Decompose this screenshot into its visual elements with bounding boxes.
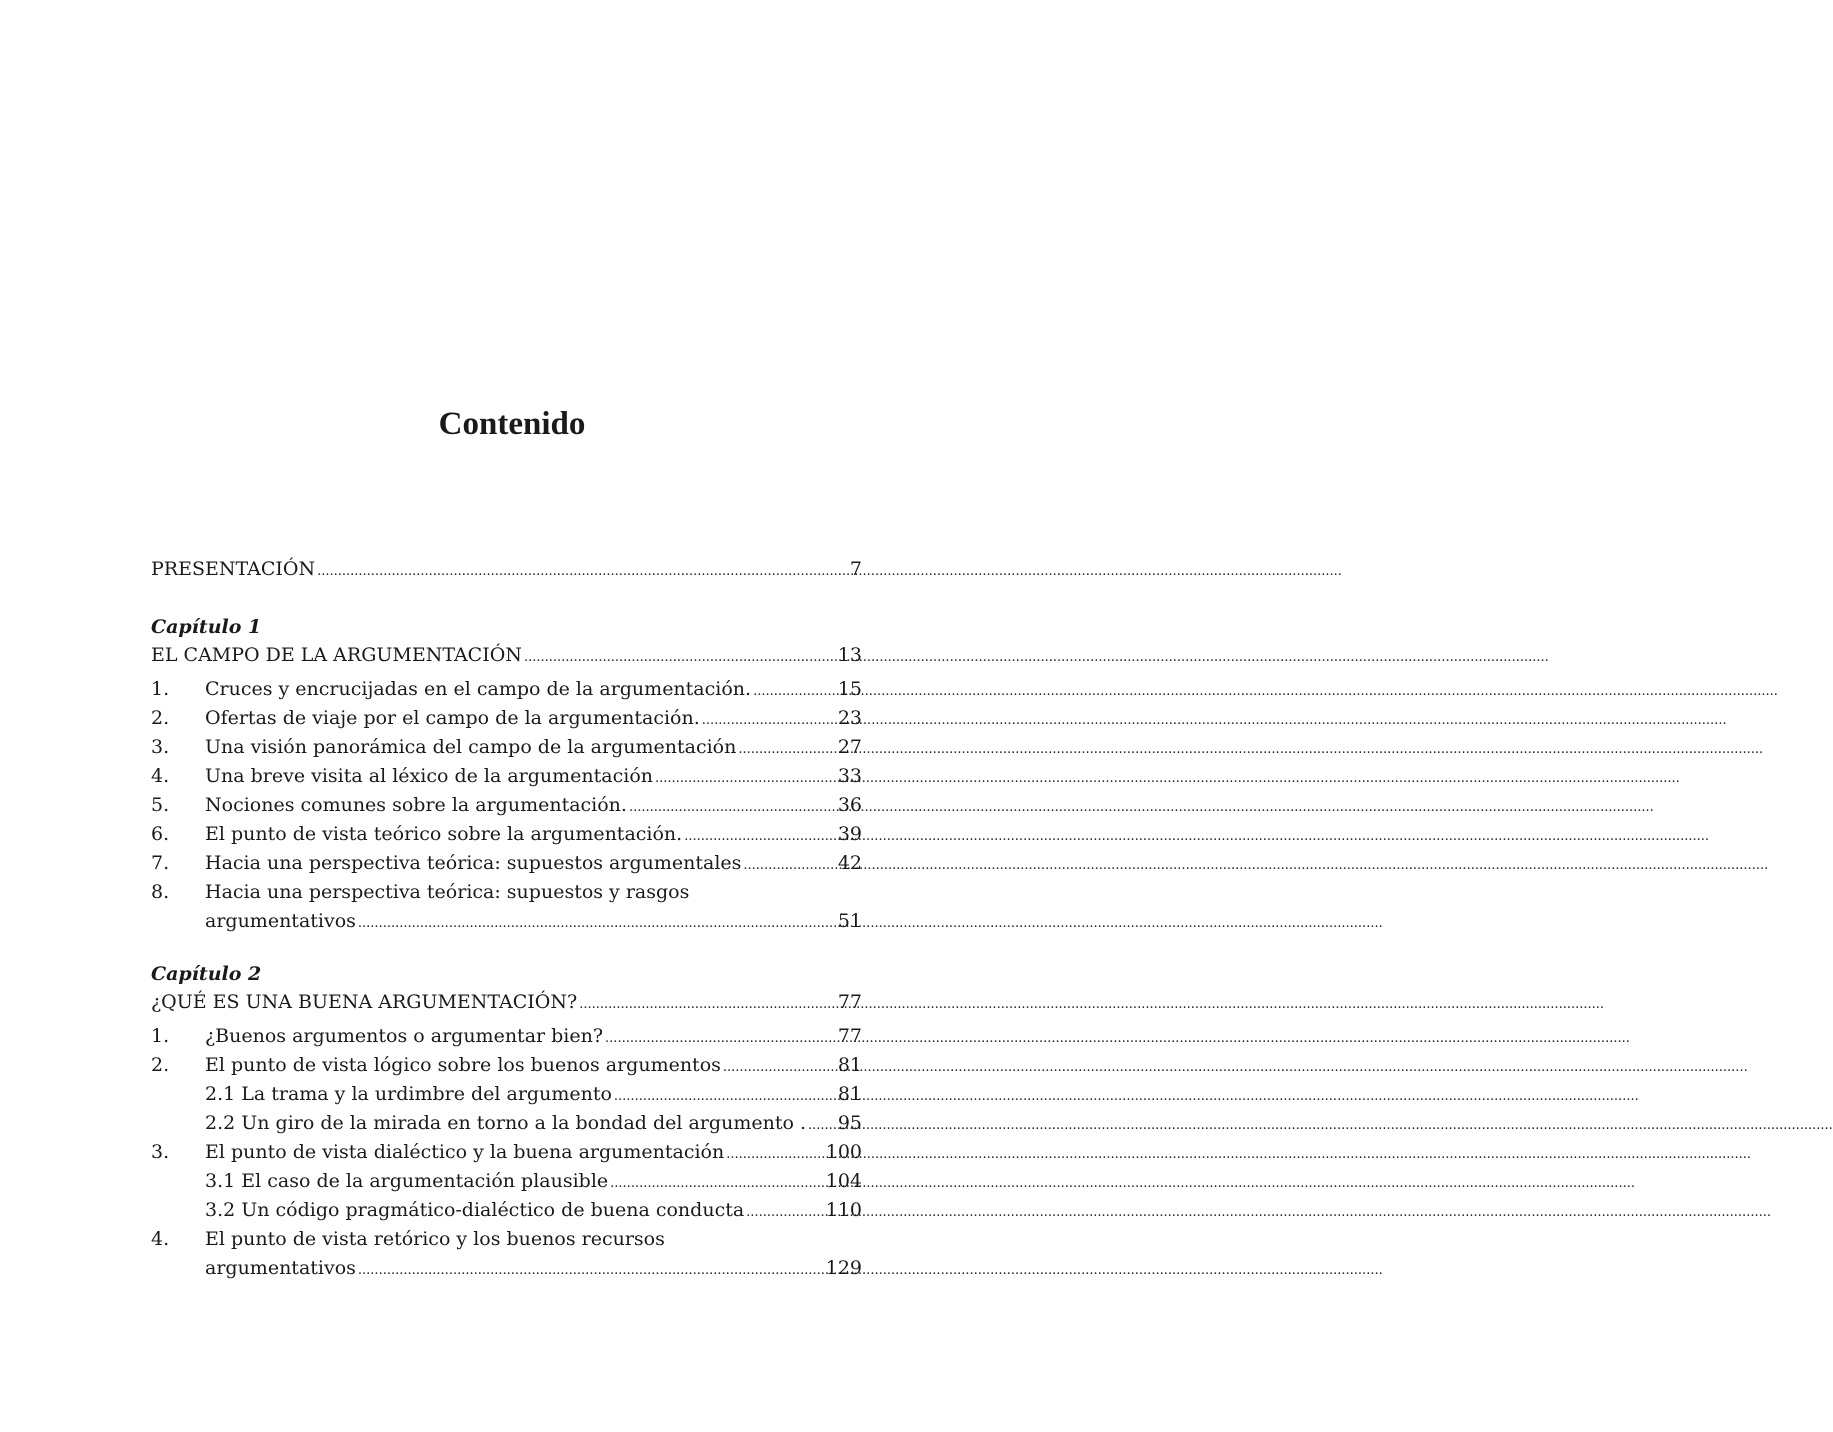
dot-leader bbox=[629, 791, 836, 822]
toc-entry-label: El punto de vista teórico sobre la argumentación. bbox=[205, 823, 683, 845]
toc-entry-continuation[interactable] bbox=[151, 907, 862, 936]
toc-entry-label: Hacia una perspectiva teórica: supuestos y rasgos bbox=[205, 881, 690, 903]
dot-leader bbox=[746, 1196, 824, 1227]
chapter-1-label: Capítulo 1 bbox=[151, 616, 262, 638]
toc-page-number: 110 bbox=[825, 1199, 862, 1221]
toc-entry-number: 3. bbox=[151, 1141, 170, 1163]
toc-entry[interactable] bbox=[151, 704, 862, 733]
toc-entry-number: 6. bbox=[151, 823, 170, 845]
toc-entry[interactable] bbox=[151, 849, 862, 878]
dot-leader bbox=[358, 907, 836, 938]
toc-entry-number: 8. bbox=[151, 881, 170, 903]
toc-entry-label: El punto de vista lógico sobre los buenos argumentos bbox=[205, 1054, 721, 1076]
dot-leader bbox=[605, 1022, 836, 1053]
dot-leader bbox=[579, 988, 836, 1019]
toc-entry-number: 5. bbox=[151, 794, 170, 816]
toc-entry-label: Una breve visita al léxico de la argumentación bbox=[205, 765, 653, 787]
dot-leader bbox=[702, 704, 836, 735]
page-title: Contenido bbox=[438, 406, 586, 442]
toc-page-number: 77 bbox=[837, 1025, 862, 1047]
toc-entry-label: Nociones comunes sobre la argumentación. bbox=[205, 794, 627, 816]
toc-entry-label: El punto de vista dialéctico y la buena argumentación bbox=[205, 1141, 725, 1163]
toc-page-number: 42 bbox=[837, 852, 862, 874]
toc-entry-label: Hacia una perspectiva teórica: supuestos argumentales bbox=[205, 852, 742, 874]
toc-entry-label: 3.2 Un código pragmático-dialéctico de buena conducta bbox=[205, 1199, 745, 1221]
toc-page-number: 100 bbox=[825, 1141, 862, 1163]
toc-entry[interactable] bbox=[151, 820, 862, 849]
toc-page-number: 95 bbox=[837, 1112, 862, 1134]
toc-entry-number: 2. bbox=[151, 1054, 170, 1076]
dot-leader bbox=[610, 1167, 824, 1198]
dot-leader bbox=[317, 555, 848, 586]
toc-entry-number: 1. bbox=[151, 1025, 170, 1047]
toc-entry[interactable] bbox=[151, 1051, 862, 1080]
toc-entry-label: El punto de vista retórico y los buenos recursos bbox=[205, 1228, 665, 1250]
toc-page-number: 33 bbox=[837, 765, 862, 787]
toc-page-number: 81 bbox=[837, 1054, 862, 1076]
dot-leader bbox=[684, 820, 836, 851]
toc-page-number: 36 bbox=[837, 794, 862, 816]
toc-entry[interactable] bbox=[151, 762, 862, 791]
toc-subentry[interactable] bbox=[151, 1167, 862, 1196]
dot-leader bbox=[655, 762, 836, 793]
toc-entry[interactable] bbox=[151, 1138, 862, 1167]
chapter-2-label: Capítulo 2 bbox=[151, 963, 262, 985]
toc-entry-number: 1. bbox=[151, 678, 170, 700]
toc-subentry[interactable] bbox=[151, 1109, 862, 1138]
dot-leader bbox=[808, 1109, 836, 1140]
chapter-1-heading[interactable] bbox=[151, 641, 862, 669]
toc-entry[interactable] bbox=[151, 733, 862, 762]
toc-page-number: 13 bbox=[837, 644, 862, 666]
toc-entry[interactable] bbox=[151, 675, 862, 704]
toc-entry-label: PRESENTACIÓN bbox=[151, 558, 316, 580]
toc-entry[interactable] bbox=[151, 791, 862, 820]
toc-subentry[interactable] bbox=[151, 1196, 862, 1225]
toc-page-number: 15 bbox=[837, 678, 862, 700]
toc-page-number: 39 bbox=[837, 823, 862, 845]
toc-presentation[interactable] bbox=[151, 555, 862, 583]
toc-page-number: 51 bbox=[837, 910, 862, 932]
toc-entry-label: EL CAMPO DE LA ARGUMENTACIÓN bbox=[151, 644, 522, 666]
toc-entry-number: 3. bbox=[151, 736, 170, 758]
toc-entry[interactable] bbox=[151, 878, 862, 907]
toc-entry-label: 2.1 La trama y la urdimbre del argumento bbox=[205, 1083, 612, 1105]
toc-entry-number: 2. bbox=[151, 707, 170, 729]
toc-entry-label: ¿Buenos argumentos o argumentar bien? bbox=[205, 1025, 604, 1047]
toc-entry-label: ¿QUÉ ES UNA BUENA ARGUMENTACIÓN? bbox=[151, 991, 578, 1013]
dot-leader bbox=[524, 641, 836, 672]
toc-page-number: 23 bbox=[837, 707, 862, 729]
toc-entry[interactable] bbox=[151, 1225, 862, 1254]
chapter-2-heading[interactable] bbox=[151, 988, 862, 1016]
dot-leader bbox=[723, 1051, 836, 1082]
toc-page-number: 27 bbox=[837, 736, 862, 758]
toc-entry-number: 4. bbox=[151, 765, 170, 787]
toc-entry-label: Ofertas de viaje por el campo de la argumentación. bbox=[205, 707, 700, 729]
toc-entry-number: 7. bbox=[151, 852, 170, 874]
toc-entry-number: 4. bbox=[151, 1228, 170, 1250]
table-of-contents bbox=[151, 555, 862, 1283]
dot-leader bbox=[738, 733, 835, 764]
toc-page-number: 129 bbox=[825, 1257, 862, 1279]
toc-page-number: 77 bbox=[837, 991, 862, 1013]
toc-entry-label: argumentativos bbox=[205, 910, 356, 932]
dot-leader bbox=[743, 849, 835, 880]
dot-leader bbox=[614, 1080, 836, 1111]
toc-subentry[interactable] bbox=[151, 1080, 862, 1109]
toc-entry-continuation[interactable] bbox=[151, 1254, 862, 1283]
toc-entry-label: argumentativos bbox=[205, 1257, 356, 1279]
toc-page-number: 7 bbox=[849, 558, 862, 580]
dot-leader bbox=[726, 1138, 824, 1169]
dot-leader bbox=[358, 1254, 824, 1285]
toc-page-number: 81 bbox=[837, 1083, 862, 1105]
toc-entry-label: 2.2 Un giro de la mirada en torno a la bondad del argumento . bbox=[205, 1112, 806, 1134]
toc-entry[interactable] bbox=[151, 1022, 862, 1051]
toc-entry-label: Cruces y encrucijadas en el campo de la argumentación. bbox=[205, 678, 752, 700]
toc-entry-label: Una visión panorámica del campo de la argumentación bbox=[205, 736, 737, 758]
toc-entry-label: 3.1 El caso de la argumentación plausible bbox=[205, 1170, 609, 1192]
dot-leader bbox=[753, 675, 836, 706]
toc-page-number: 104 bbox=[825, 1170, 862, 1192]
